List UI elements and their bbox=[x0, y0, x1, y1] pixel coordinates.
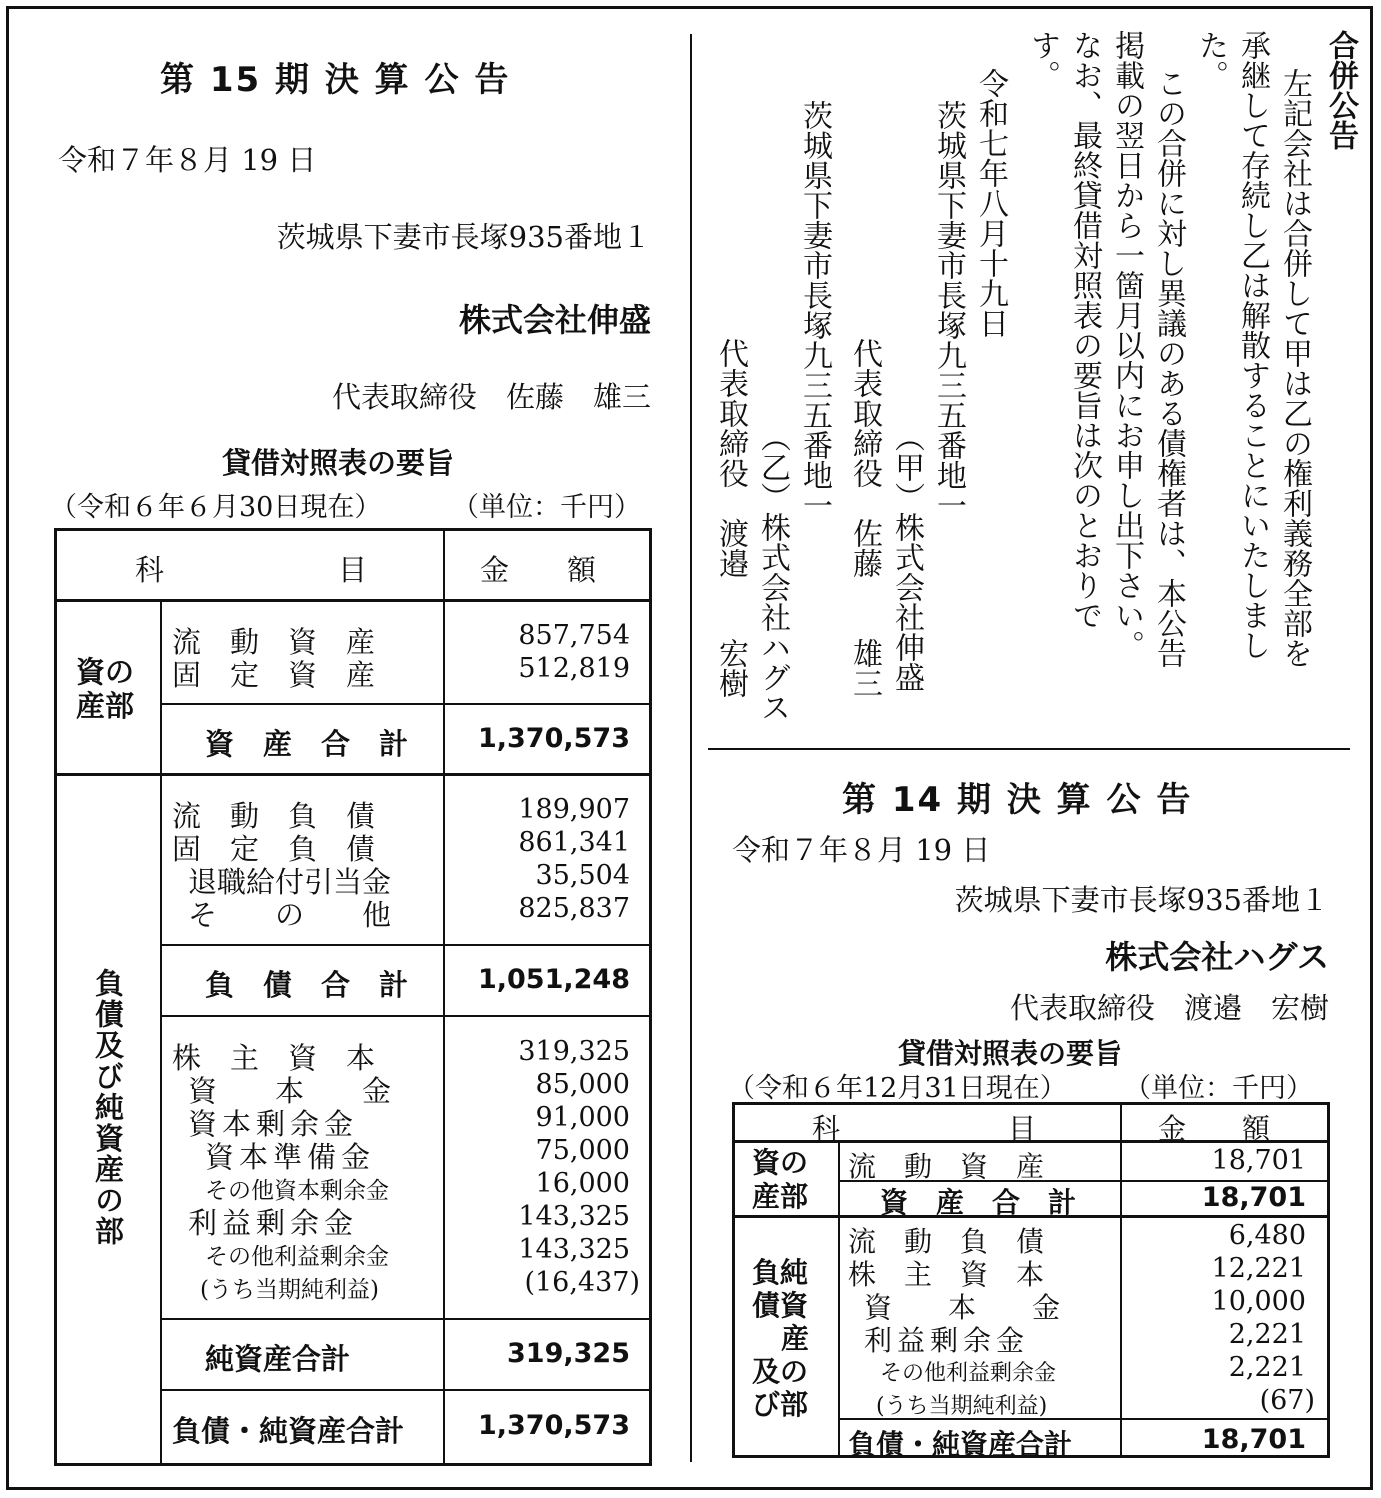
right-row-value: 18,701 bbox=[1211, 1145, 1306, 1176]
right-asset-section: 資の 産部 bbox=[752, 1146, 809, 1213]
merger-representative-b: 代表取締役 渡邉 宏樹 bbox=[713, 338, 748, 698]
left-row-label: 資 本 金 bbox=[188, 1074, 392, 1108]
left-row-label: (うち当期純利益) bbox=[200, 1277, 379, 1303]
left-row-value: (16,437) bbox=[524, 1267, 640, 1298]
left-row-value: 143,325 bbox=[518, 1234, 630, 1265]
left-notice-company: 株式会社伸盛 bbox=[458, 301, 651, 339]
right-row-total-label: 負債・純資産合計 bbox=[848, 1428, 1073, 1461]
right-notice-date: 令和７年８月 19 日 bbox=[732, 833, 991, 867]
left-liab-section: 負債及び純資産の部 bbox=[91, 968, 125, 1247]
merger-column: た。 bbox=[1193, 30, 1228, 90]
left-bs-unit: （単位：千円） bbox=[452, 492, 641, 523]
left-bs-title: 貸借対照表の要旨 bbox=[222, 446, 455, 480]
left-notice-title: 第 15 期 決 算 公 告 bbox=[160, 60, 511, 100]
right-row-label: 利益剰余金 bbox=[864, 1324, 1030, 1357]
right-row-value: 2,221 bbox=[1228, 1319, 1306, 1350]
merger-column: 承継して存続し乙は解散することにいたしまし bbox=[1235, 30, 1270, 660]
right-row-value: (67) bbox=[1259, 1385, 1315, 1416]
left-row-label: その他資本剰余金 bbox=[205, 1178, 389, 1204]
right-header-amount: 金 額 bbox=[1158, 1112, 1271, 1145]
left-row-total-label: 負 債 合 計 bbox=[205, 968, 409, 1002]
left-row-value: 16,000 bbox=[535, 1168, 630, 1199]
right-bs-unit: （単位：千円） bbox=[1124, 1073, 1313, 1104]
left-row-value: 319,325 bbox=[518, 1036, 630, 1067]
right-liab-section: 負純 債資 産 及の び部 bbox=[752, 1256, 810, 1421]
right-notice-representative: 代表取締役 渡邉 宏樹 bbox=[1009, 991, 1329, 1025]
left-row-value: 85,000 bbox=[535, 1069, 630, 1100]
right-row-total-label: 資 産 合 計 bbox=[880, 1186, 1077, 1219]
right-row-label: 流 動 負 債 bbox=[848, 1225, 1045, 1258]
merger-representative-a: 代表取締役 佐藤 雄三 bbox=[847, 338, 882, 698]
merger-column: す。 bbox=[1025, 30, 1060, 90]
left-row-value: 35,504 bbox=[535, 860, 630, 891]
right-row-label: (うち当期純利益) bbox=[876, 1394, 1048, 1419]
merger-company-a: （甲）株式会社伸盛 bbox=[889, 422, 924, 692]
merger-address-b: 茨城県下妻市長塚九三五番地一 bbox=[797, 100, 832, 520]
left-row-value: 143,325 bbox=[518, 1201, 630, 1232]
right-row-label: 流 動 資 産 bbox=[848, 1150, 1045, 1183]
right-bs-asof: （令和６年12月31日現在） bbox=[728, 1073, 1067, 1104]
left-row-label: 資本準備金 bbox=[205, 1140, 376, 1174]
left-row-value: 512,819 bbox=[518, 653, 630, 684]
left-row-label: その他利益剰余金 bbox=[205, 1244, 389, 1270]
merger-column: この合併に対し異議のある債権者は、本公告 bbox=[1151, 68, 1186, 668]
left-row-total-label: 純資産合計 bbox=[205, 1342, 351, 1376]
left-row-label: 利益剰余金 bbox=[188, 1206, 359, 1240]
left-asset-section: 資の 産部 bbox=[76, 655, 135, 723]
merger-column: 左記会社は合併して甲は乙の権利義務全部を bbox=[1277, 68, 1312, 668]
left-row-label: 資本剰余金 bbox=[188, 1107, 359, 1141]
left-bs-asof: （令和６年６月30日現在） bbox=[50, 492, 382, 523]
left-row-label: 退職給付引当金 bbox=[188, 865, 392, 899]
right-row-value: 6,480 bbox=[1228, 1220, 1306, 1251]
left-row-total-value: 319,325 bbox=[507, 1338, 630, 1369]
right-row-total-value: 18,701 bbox=[1201, 1182, 1306, 1213]
right-row-label: 資 本 金 bbox=[864, 1291, 1061, 1324]
left-row-value: 861,341 bbox=[518, 827, 630, 858]
left-row-label: 固 定 資 産 bbox=[172, 658, 376, 692]
left-row-label: 流 動 資 産 bbox=[172, 625, 376, 659]
right-row-label: その他利益剰余金 bbox=[880, 1361, 1057, 1386]
left-row-total-value: 1,370,573 bbox=[477, 723, 630, 754]
left-row-label: そ の 他 bbox=[188, 898, 392, 932]
right-divider bbox=[708, 748, 1350, 750]
merger-title: 合併公告 bbox=[1323, 30, 1358, 150]
right-row-value: 2,221 bbox=[1228, 1352, 1306, 1383]
right-row-value: 12,221 bbox=[1211, 1253, 1306, 1284]
left-row-label: 株 主 資 本 bbox=[172, 1041, 376, 1075]
left-row-value: 857,754 bbox=[518, 620, 630, 651]
merger-date: 令和七年八月十九日 bbox=[973, 68, 1008, 338]
left-row-total-value: 1,051,248 bbox=[477, 964, 630, 995]
left-notice-representative: 代表取締役 佐藤 雄三 bbox=[331, 380, 651, 414]
right-row-value: 10,000 bbox=[1211, 1286, 1306, 1317]
merger-address-a: 茨城県下妻市長塚九三五番地一 bbox=[931, 100, 966, 520]
right-bs-title: 貸借対照表の要旨 bbox=[898, 1037, 1123, 1070]
left-row-total-label: 資 産 合 計 bbox=[205, 727, 409, 761]
merger-column: なお、最終貸借対照表の要旨は次のとおりで bbox=[1067, 30, 1102, 630]
merger-company-b: （乙）株式会社ハグス bbox=[755, 422, 790, 722]
right-header-item: 科 目 bbox=[812, 1112, 1037, 1145]
left-row-label: 固 定 負 債 bbox=[172, 832, 376, 866]
right-row-total-value: 18,701 bbox=[1201, 1424, 1306, 1455]
left-header-item: 科 目 bbox=[135, 553, 368, 587]
left-row-label: 流 動 負 債 bbox=[172, 799, 376, 833]
right-notice-title: 第 14 期 決 算 公 告 bbox=[842, 780, 1193, 820]
merger-column: 掲載の翌日から一箇月以内にお申し出下さい。 bbox=[1109, 30, 1144, 660]
left-row-value: 91,000 bbox=[535, 1102, 630, 1133]
left-row-total-value: 1,370,573 bbox=[477, 1410, 630, 1441]
right-notice-address: 茨城県下妻市長塚935番地１ bbox=[954, 883, 1329, 917]
left-notice-date: 令和７年８月 19 日 bbox=[58, 143, 317, 177]
center-divider bbox=[690, 34, 692, 1462]
left-row-value: 825,837 bbox=[518, 893, 630, 924]
left-row-value: 75,000 bbox=[535, 1135, 630, 1166]
left-notice-address: 茨城県下妻市長塚935番地１ bbox=[276, 220, 651, 254]
left-header-amount: 金 額 bbox=[480, 553, 597, 587]
left-row-total-label: 負債・純資産合計 bbox=[172, 1414, 405, 1448]
right-row-label: 株 主 資 本 bbox=[848, 1258, 1045, 1291]
left-row-value: 189,907 bbox=[518, 794, 630, 825]
right-notice-company: 株式会社ハグス bbox=[1105, 938, 1329, 976]
